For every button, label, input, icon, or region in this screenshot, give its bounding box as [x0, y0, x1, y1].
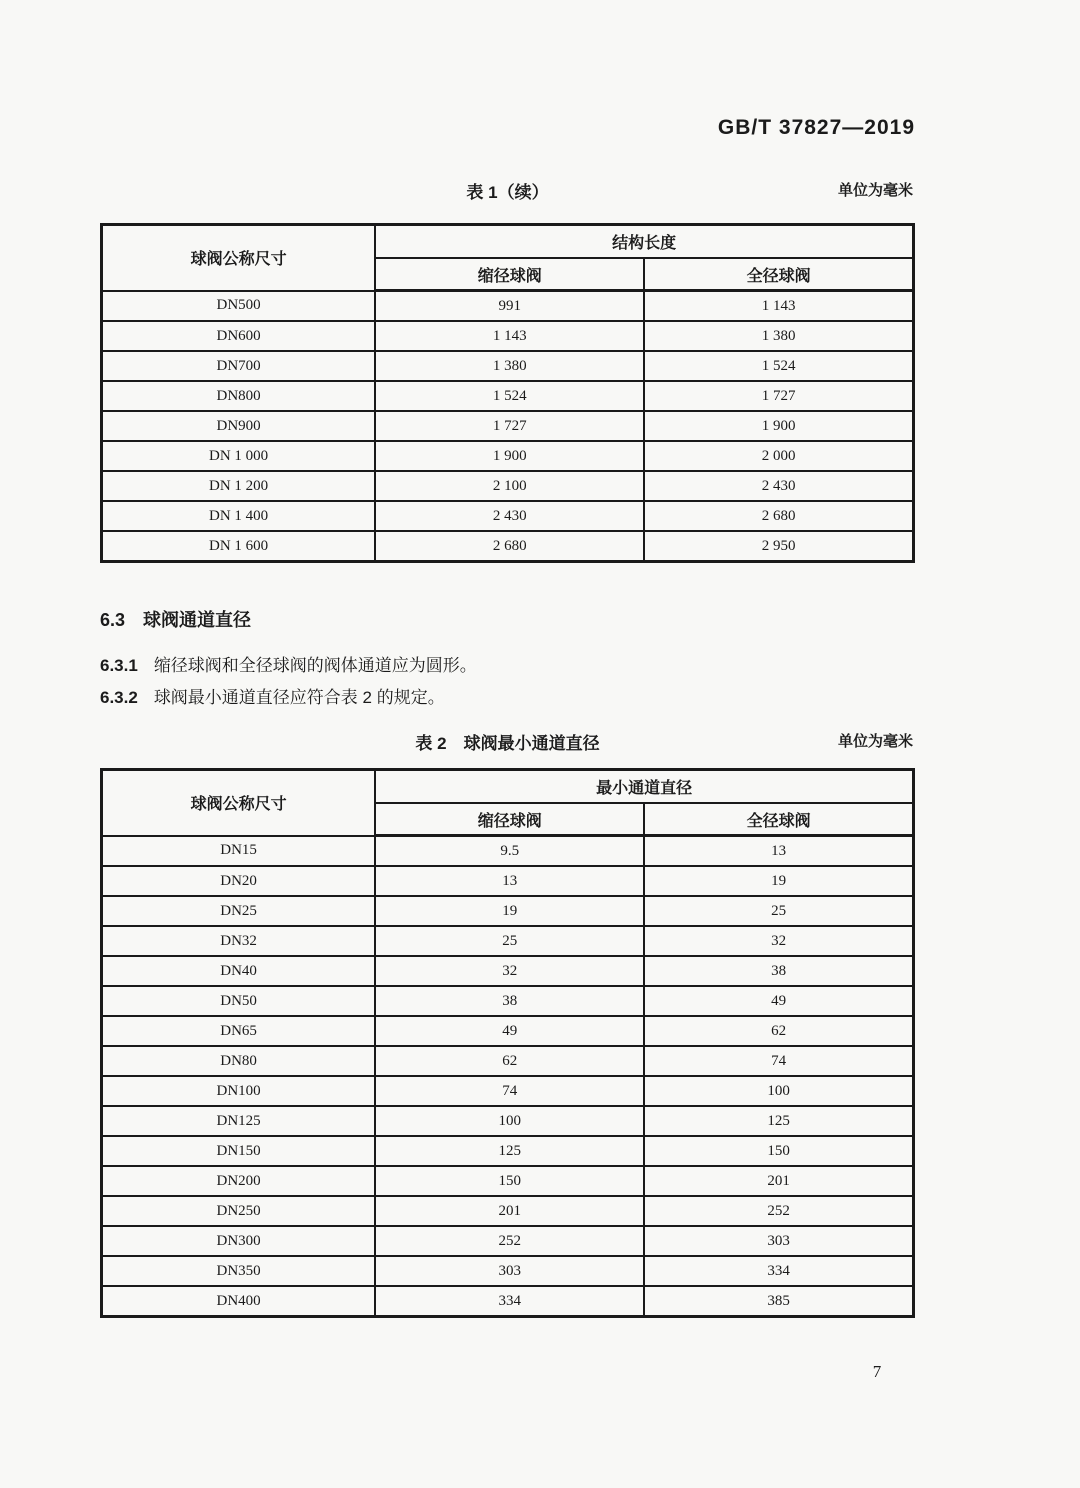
- value-cell: 25: [375, 926, 644, 956]
- value-cell: 1 143: [644, 291, 913, 322]
- value-cell: 1 524: [644, 351, 913, 381]
- table-row: [102, 1076, 914, 1106]
- table2-header-reduced-bore: 缩径球阀: [375, 803, 644, 836]
- value-cell: 1 727: [644, 381, 913, 411]
- table-row: [102, 471, 914, 501]
- value-cell: 150: [644, 1136, 913, 1166]
- nominal-size-cell: DN350: [102, 1256, 376, 1286]
- nominal-size-cell: DN400: [102, 1286, 376, 1317]
- value-cell: 49: [644, 986, 913, 1016]
- value-cell: 38: [644, 956, 913, 986]
- section-heading-title: 球阀通道直径: [143, 610, 252, 630]
- nominal-size-cell: DN500: [102, 291, 376, 322]
- value-cell: 1 900: [644, 411, 913, 441]
- section-heading: [100, 606, 251, 632]
- value-cell: 385: [644, 1286, 913, 1317]
- table-row: [102, 1226, 914, 1256]
- table-row: [102, 1166, 914, 1196]
- value-cell: 9.5: [375, 836, 644, 867]
- table-row: [102, 836, 914, 867]
- table1-header-group: 结构长度: [375, 225, 913, 259]
- value-cell: 2 430: [375, 501, 644, 531]
- section-heading-number: 6.3: [100, 610, 126, 630]
- table1-header-reduced-bore: 缩径球阀: [375, 258, 644, 291]
- table1-header-size: 球阀公称尺寸: [102, 225, 376, 291]
- table2-header: [102, 770, 914, 836]
- table2: [100, 768, 915, 1318]
- table-row: [102, 411, 914, 441]
- table1-header-full-bore: 全径球阀: [644, 258, 913, 291]
- table-row: [102, 1196, 914, 1226]
- value-cell: 2 950: [644, 531, 913, 562]
- table-row: [102, 321, 914, 351]
- table2-caption-row: [100, 729, 915, 755]
- nominal-size-cell: DN 1 200: [102, 471, 376, 501]
- clause-632-text: 球阀最小通道直径应符合表 2 的规定。: [153, 688, 445, 707]
- value-cell: 74: [375, 1076, 644, 1106]
- table-row: [102, 1136, 914, 1166]
- value-cell: 32: [644, 926, 913, 956]
- value-cell: 1 380: [375, 351, 644, 381]
- table1-caption: 表 1（续）: [466, 183, 549, 202]
- value-cell: 13: [644, 836, 913, 867]
- nominal-size-cell: DN800: [102, 381, 376, 411]
- table-row: [102, 986, 914, 1016]
- value-cell: 334: [375, 1286, 644, 1317]
- value-cell: 32: [375, 956, 644, 986]
- value-cell: 125: [375, 1136, 644, 1166]
- table2-header-row-group: [102, 770, 914, 804]
- nominal-size-cell: DN300: [102, 1226, 376, 1256]
- value-cell: 1 727: [375, 411, 644, 441]
- value-cell: 38: [375, 986, 644, 1016]
- value-cell: 1 143: [375, 321, 644, 351]
- nominal-size-cell: DN250: [102, 1196, 376, 1226]
- value-cell: 991: [375, 291, 644, 322]
- table1-unit-note: 单位为毫米: [837, 182, 913, 199]
- nominal-size-cell: DN900: [102, 411, 376, 441]
- nominal-size-cell: DN15: [102, 836, 376, 867]
- value-cell: 2 680: [644, 501, 913, 531]
- value-cell: 2 100: [375, 471, 644, 501]
- value-cell: 1 900: [375, 441, 644, 471]
- nominal-size-cell: DN200: [102, 1166, 376, 1196]
- table-row: [102, 531, 914, 562]
- value-cell: 49: [375, 1016, 644, 1046]
- nominal-size-cell: DN20: [102, 866, 376, 896]
- table-row: [102, 291, 914, 322]
- table2-caption: 表 2 球阀最小通道直径: [415, 734, 600, 753]
- value-cell: 303: [644, 1226, 913, 1256]
- value-cell: 62: [644, 1016, 913, 1046]
- nominal-size-cell: DN600: [102, 321, 376, 351]
- value-cell: 150: [375, 1166, 644, 1196]
- nominal-size-cell: DN40: [102, 956, 376, 986]
- table1: [100, 223, 915, 563]
- value-cell: 201: [375, 1196, 644, 1226]
- value-cell: 100: [375, 1106, 644, 1136]
- clause-632-number: 6.3.2: [100, 688, 138, 707]
- value-cell: 1 524: [375, 381, 644, 411]
- value-cell: 252: [644, 1196, 913, 1226]
- table-row: [102, 1046, 914, 1076]
- table2-body: [102, 836, 914, 1317]
- table2-header-size: 球阀公称尺寸: [102, 770, 376, 836]
- value-cell: 2 430: [644, 471, 913, 501]
- table-row: [102, 926, 914, 956]
- nominal-size-cell: DN32: [102, 926, 376, 956]
- value-cell: 303: [375, 1256, 644, 1286]
- nominal-size-cell: DN 1 000: [102, 441, 376, 471]
- value-cell: 25: [644, 896, 913, 926]
- clause-631: [100, 651, 477, 676]
- table-row: [102, 866, 914, 896]
- value-cell: 334: [644, 1256, 913, 1286]
- value-cell: 19: [644, 866, 913, 896]
- table-row: [102, 381, 914, 411]
- nominal-size-cell: DN 1 400: [102, 501, 376, 531]
- table-row: [102, 501, 914, 531]
- value-cell: 74: [644, 1046, 913, 1076]
- nominal-size-cell: DN125: [102, 1106, 376, 1136]
- clause-632: [100, 683, 445, 708]
- clause-631-number: 6.3.1: [100, 656, 138, 675]
- value-cell: 19: [375, 896, 644, 926]
- page-number: 7: [872, 1362, 882, 1381]
- table1-caption-row: [100, 178, 915, 204]
- nominal-size-cell: DN700: [102, 351, 376, 381]
- nominal-size-cell: DN80: [102, 1046, 376, 1076]
- nominal-size-cell: DN65: [102, 1016, 376, 1046]
- nominal-size-cell: DN 1 600: [102, 531, 376, 562]
- table-row: [102, 1286, 914, 1317]
- table-row: [102, 956, 914, 986]
- clause-631-text: 缩径球阀和全径球阀的阀体通道应为圆形。: [153, 656, 477, 675]
- value-cell: 100: [644, 1076, 913, 1106]
- value-cell: 252: [375, 1226, 644, 1256]
- table-row: [102, 1256, 914, 1286]
- table1-body: [102, 291, 914, 562]
- nominal-size-cell: DN150: [102, 1136, 376, 1166]
- value-cell: 62: [375, 1046, 644, 1076]
- table-row: [102, 1016, 914, 1046]
- table2-unit-note: 单位为毫米: [837, 733, 913, 750]
- value-cell: 1 380: [644, 321, 913, 351]
- value-cell: 201: [644, 1166, 913, 1196]
- standard-code: GB/T 37827—2019: [717, 116, 915, 139]
- nominal-size-cell: DN50: [102, 986, 376, 1016]
- value-cell: 2 000: [644, 441, 913, 471]
- table-row: [102, 1106, 914, 1136]
- table2-header-full-bore: 全径球阀: [644, 803, 913, 836]
- table1-header: [102, 225, 914, 291]
- table2-header-group: 最小通道直径: [375, 770, 913, 804]
- nominal-size-cell: DN100: [102, 1076, 376, 1106]
- value-cell: 2 680: [375, 531, 644, 562]
- nominal-size-cell: DN25: [102, 896, 376, 926]
- table1-header-row-group: [102, 225, 914, 259]
- value-cell: 125: [644, 1106, 913, 1136]
- table-row: [102, 896, 914, 926]
- table-row: [102, 441, 914, 471]
- value-cell: 13: [375, 866, 644, 896]
- table-row: [102, 351, 914, 381]
